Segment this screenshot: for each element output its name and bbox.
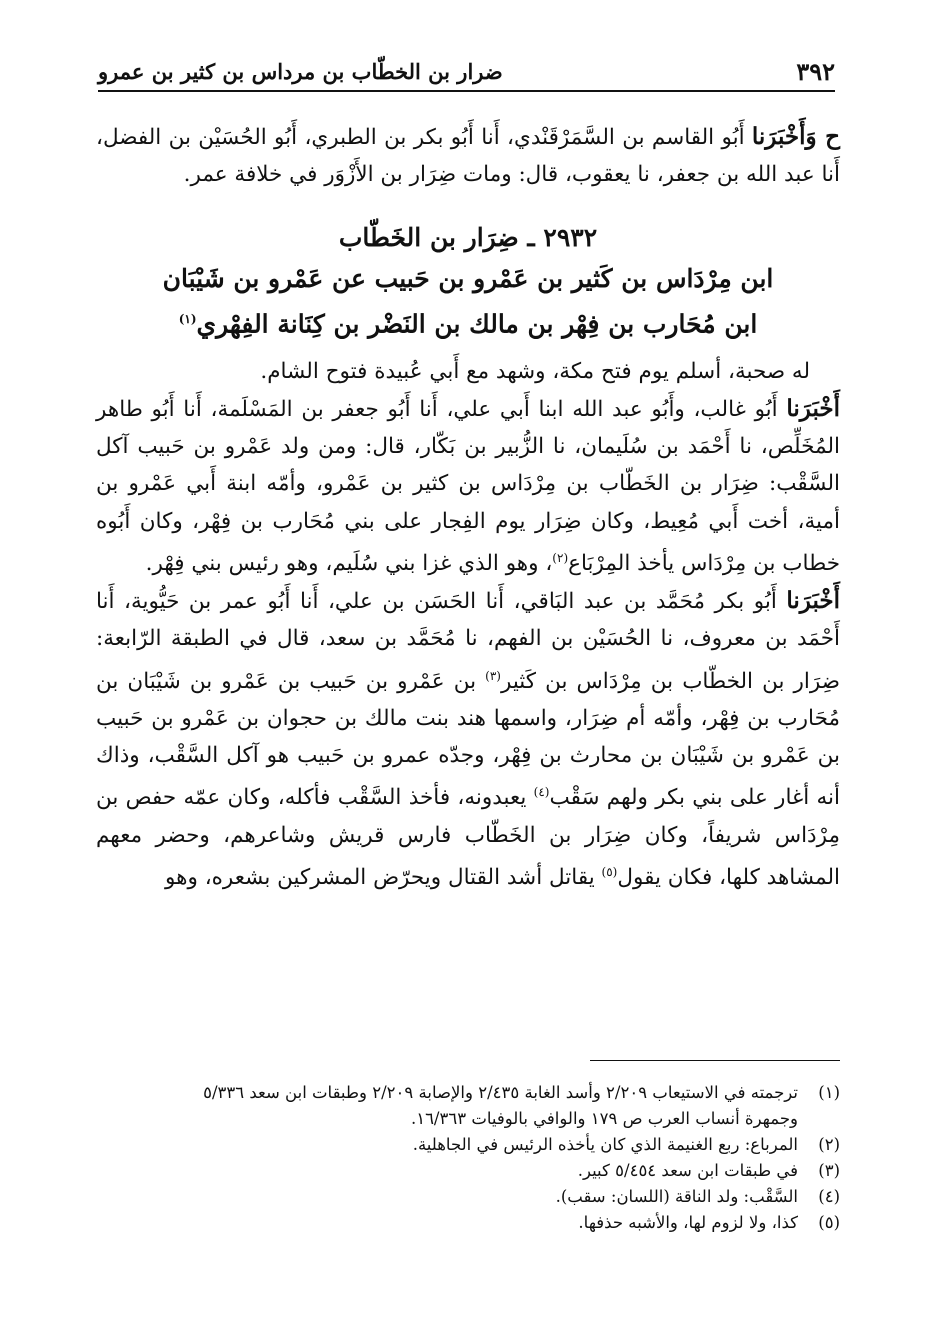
footnote-1-continuation: وجمهرة أنساب العرب ص ١٧٩ والوافي بالوفيات ١٦/٣٦٣.	[410, 1109, 798, 1128]
narration-1-text-a: أَبُو غالب، وأَبُو عبد الله ابنا أَبي علي، أَنا أَبُو جعفر بن المَسْلَمة، أَنا أَبُو طاهر المُخَلِّص، نا أَحْمَد بن سُلَيمان، نا الزُّبير بن بَكّار، قال: ومن ولد عَمْرو بن حَبيب آكل السَّقْب: ضِرَار بن الخَطّاب بن مِرْدَاس بن كثير بن عَمْرو، وأمّه ابنة أَبي عَمْرو بن أمية، أخت أَبي مُعِيط، وكان ضِرَار يوم الفِجار على بني مُحَارب بن فِهْر، وكان أَبُوه خطاب بن مِرْدَاس يأخذ المِرْبَاع	[96, 396, 840, 576]
footnote-1	[96, 1080, 840, 1106]
footnote-number: (٥)	[818, 1213, 840, 1232]
footnote-number: (٣)	[818, 1161, 840, 1180]
narration-2-text-d: يقاتل أشد القتال ويحرّض المشركين بشعره، وهو	[165, 865, 602, 890]
entry-title-line-3-wrap	[96, 299, 840, 344]
paragraph-biography: له صحبة، أسلم يوم فتح مكة، وشهد مع أَبي عُبيدة فتوح الشام.	[260, 358, 810, 384]
narration-1-keyword: أَخْبَرَنا	[786, 394, 840, 422]
footnote-number: (١)	[818, 1083, 840, 1102]
intro-keyword: ح وَأَخْبَرَنا	[751, 123, 840, 150]
narration-2-keyword: أَخْبَرَنا	[786, 587, 840, 615]
footnote-ref-4: (٤)	[533, 785, 550, 800]
page-number: ٣٩٢	[796, 56, 835, 86]
footnote-4	[96, 1184, 840, 1210]
main-text	[96, 118, 840, 896]
intro-paragraph	[96, 118, 840, 193]
footnote-text: في طبقات ابن سعد ٥/٤٥٤ كبير.	[577, 1161, 798, 1180]
footnote-3	[96, 1158, 840, 1184]
footnote-ref-5: (٥)	[601, 864, 618, 879]
entry-title-line-2: ابن مِرْدَاس بن كَثير بن عَمْرو بن حَبيب عن عَمْرو بن شَيْبَان	[162, 264, 774, 294]
footnote-text: كذا، ولا لزوم لها، والأشبه حذفها.	[578, 1213, 798, 1232]
page-header	[98, 52, 835, 92]
narration-1-text-b: ، وهو الذي غزا بني سُلَيم، وهو رئيس بني فِهْر.	[145, 550, 553, 576]
running-title: ضرار بن الخطّاب بن مرداس بن كثير بن عمرو	[98, 58, 503, 84]
paragraph-narration-1	[96, 390, 840, 582]
footnote-number: (٤)	[818, 1187, 840, 1206]
footnote-divider	[590, 1060, 840, 1061]
footnote-5	[96, 1210, 840, 1236]
footnote-2	[96, 1132, 840, 1158]
entry-title-line-3: ابن مُحَارب بن فِهْر بن مالك بن النَضْر بن كِنَانة الفِهْري	[196, 309, 758, 339]
footnote-number: (٢)	[818, 1135, 840, 1154]
narration-2-text-a: أَبُو بكر مُحَمَّد بن عبد البَاقي، أَنا الحَسَن بن علي، أَنا أَبُو عمر بن حَيُّوية، أَنا أَحْمَد بن معروف، نا الحُسَيْن بن الفهم، نا مُحَمَّد بن سعد، قال في الطبقة الرّابعة: ضِرَار بن الخطّاب بن مِرْدَاس بن كَثير	[96, 589, 840, 694]
footnotes	[96, 1080, 840, 1236]
paragraph-narration-2	[96, 582, 840, 896]
footnote-text: السَّقْب: ولد الناقة (اللسان: سقب).	[555, 1187, 798, 1206]
footnote-ref-2: (٢)	[552, 550, 569, 565]
narration-2-text-b: بن عَمْرو بن حَبيب بن عَمْرو بن شَيْبَان بن مُحَارب بن فِهْر، وأمّه أم ضِرَار، واسمها هند بنت مالك بن حجوان بن عَمْرو بن حَبيب بن عَمْرو بن شَيْبَان بن محارث بن فِهْر، وجدّه عمرو بن حَبيب هو آكل السَّقْب، وذاك أنه أغار على بني بكر ولهم سَقْب	[96, 668, 840, 811]
footnote-text: المرباع: ربع الغنيمة الذي كان يأخذه الرئيس في الجاهلية.	[412, 1135, 798, 1154]
narration-2-text-c: يعبدونه، فأخذ السَّقْب فأكله، وكان عمّه حفص بن مِرْدَاس شريفاً، وكان ضِرَار بن الخَطّاب فارس قريش وشاعرهم، وحضر معهم المشاهد كلها، فكان يقول	[96, 785, 840, 890]
footnote-ref-3: (٣)	[485, 668, 501, 683]
footnote-ref-1: (١)	[178, 312, 197, 327]
entry-title-line-1: ٢٩٣٢ ـ ضِرَار بن الخَطّاب	[338, 223, 598, 253]
intro-text: أَبُو القاسم بن السَّمَرْقَنْدي، أَنا أَبُو بكر بن الطبري، أَبُو الحُسَيْن بن الفضل، أَنا عبد الله بن جعفر، نا يعقوب، قال: ومات ضِرَار بن الأَزْوَر في خلافة عمر.	[96, 125, 840, 188]
footnote-text: ترجمته في الاستيعاب ٢/٢٠٩ وأسد الغابة ٢/٤٣٥ والإصابة ٢/٢٠٩ وطبقات ابن سعد ٥/٣٣٦	[203, 1083, 798, 1102]
entry-title	[96, 217, 840, 344]
